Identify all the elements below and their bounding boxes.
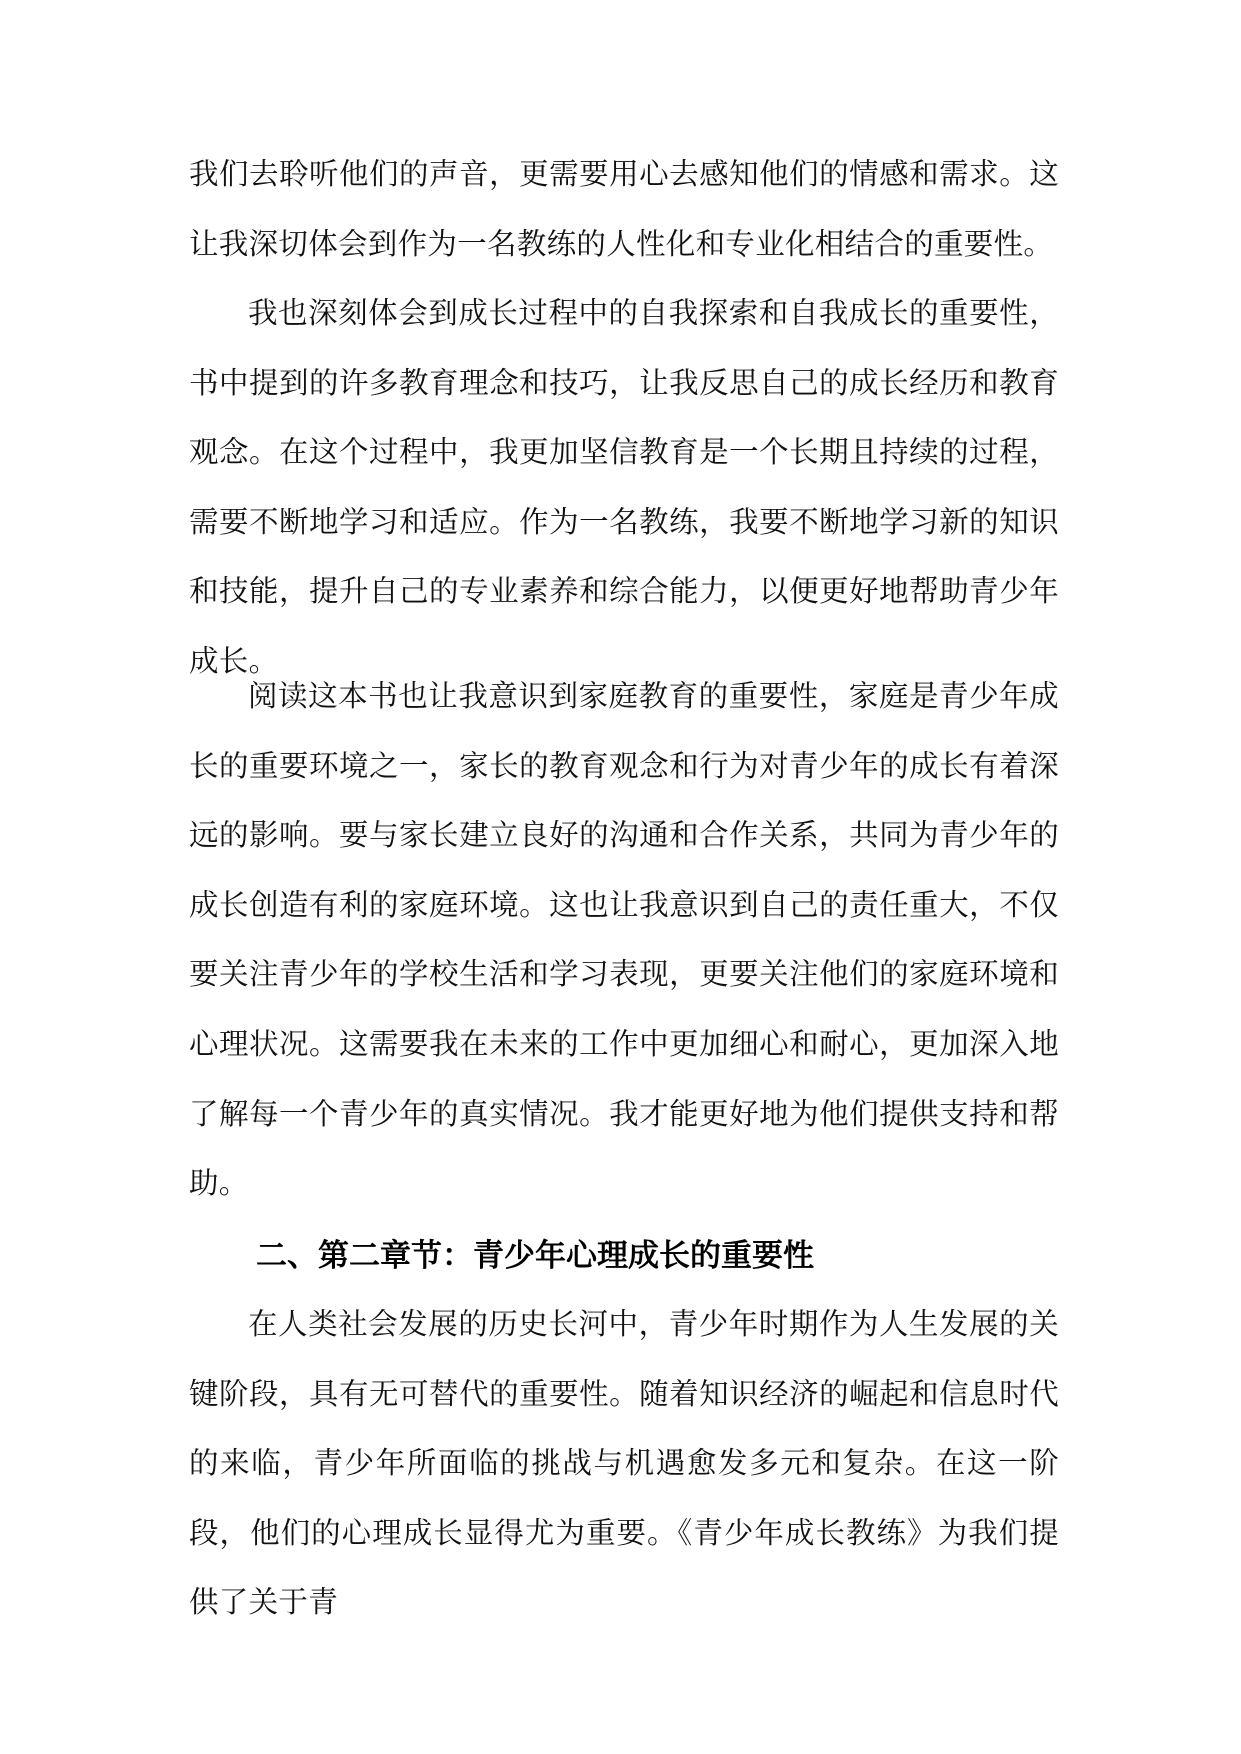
paragraph-section-intro: 在人类社会发展的历史长河中，青少年时期作为人生发展的关键阶段，具有无可替代的重要性。随着知识经济的崛起和信息时代的来临，青少年所面临的挑战与机遇愈发多元和复杂。在这一阶段，他们的心理成长显得尤为重要。《青少年成长教练》为我们提供了关于青 bbox=[189, 1307, 1059, 1620]
paragraph-self-growth: 我也深刻体会到成长过程中的自我探索和自我成长的重要性，书中提到的许多教育理念和技巧，让我反思自己的成长经历和教育观念。在这个过程中，我更加坚信教育是一个长期且持续的过程，需要不断地学习和适应。作为一名教练，我要不断地学习新的知识和技能，提升自己的专业素养和综合能力，以便更好地帮助青少年成长。 bbox=[189, 296, 1059, 678]
section-heading: 二、第二章节：青少年心理成长的重要性 bbox=[256, 1238, 814, 1274]
paragraph-continuation: 我们去聆听他们的声音，更需要用心去感知他们的情感和需求。这让我深切体会到作为一名教练的人性化和专业化相结合的重要性。 bbox=[189, 157, 1059, 261]
paragraph-family-education: 阅读这本书也让我意识到家庭教育的重要性，家庭是青少年成长的重要环境之一，家长的教育观念和行为对青少年的成长有着深远的影响。要与家长建立良好的沟通和合作关系，共同为青少年的成长创造有利的家庭环境。这也让我意识到自己的责任重大，不仅要关注青少年的学校生活和学习表现，更要关注他们的家庭环境和心理状况。这需要我在未来的工作中更加细心和耐心，更加深入地了解每一个青少年的真实情况。我才能更好地为他们提供支持和帮助。 bbox=[189, 679, 1059, 1201]
